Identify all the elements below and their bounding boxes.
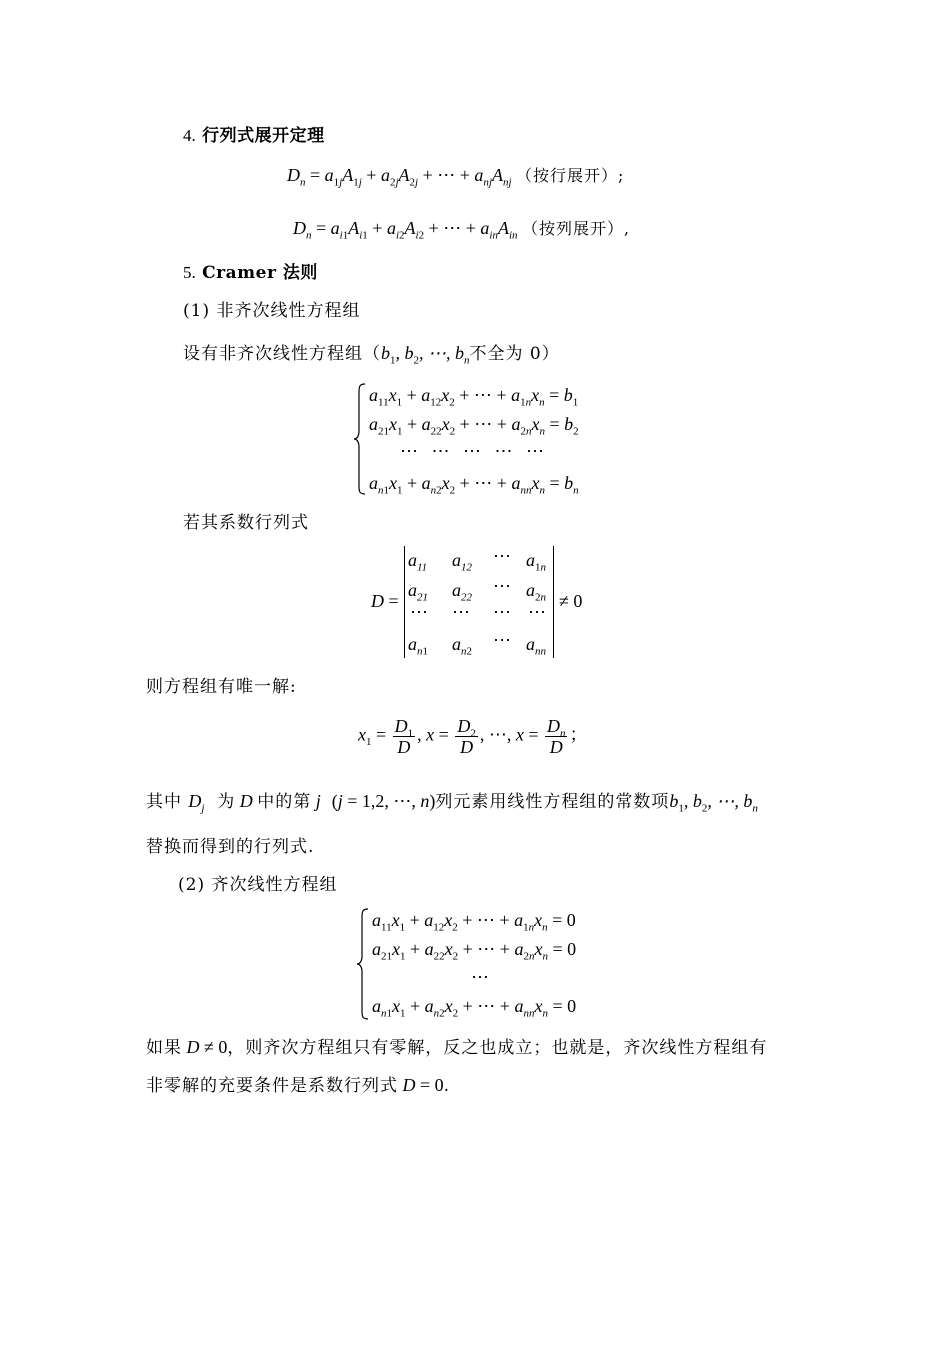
coefficient-determinant-text: 若其系数行列式 xyxy=(183,513,309,533)
row-expansion-formula: $D_n = a_{1j}A_{1j} + a_{2j}A_{2j}$ + ⋯ + $a_{nj}A_{nj}$ （按行展开）; xyxy=(287,165,625,189)
section-number: 4. xyxy=(183,126,196,145)
system-row-ellipsis: ⋯ ⋯ ⋯ ⋯ ⋯ xyxy=(400,441,544,461)
subsection-2-heading: (2) 齐次线性方程组 xyxy=(178,875,338,895)
unique-solution-text: 则方程组有唯一解: xyxy=(146,677,297,697)
where-clause-line-2: 替换而得到的行列式. xyxy=(146,837,315,857)
det-not-zero: ≠ 0 xyxy=(559,591,583,611)
left-brace-icon xyxy=(353,383,367,495)
column-expansion-formula: $D_n = a_{i1}A_{i1} + a_{i2}A_{i2}$ + ⋯ + $a_{in}A_{in}$ （按列展开）, xyxy=(293,218,631,242)
where-clause-line-1: 其中 $D_j$ 为 D 中的第 j (j = 1,2, ⋯, n)列元素用线性方程组的常数项$b_1$, $b_2$, ⋯, $b_n$ xyxy=(146,791,758,815)
section-5-heading xyxy=(183,262,318,284)
left-brace-icon xyxy=(356,908,370,1020)
system-row-1: $a_{11}x_1 + a_{12}x_2$ + ⋯ + $a_{1n}x_n = b_1$ xyxy=(369,385,579,409)
section-4-heading xyxy=(183,125,325,147)
section-number: 5. xyxy=(183,263,196,282)
intro-line: 设有非齐次线性方程组（$b_1$, $b_2$, ⋯, $b_n$不全为 0） xyxy=(183,343,560,367)
column-expansion-note: （按列展开）, xyxy=(522,219,631,238)
cramer-solution-formula: $x_1$ = $\frac{D_1}{D}$ , x = $\frac{D_2}{D}$ , ⋯, x = $\frac{D_n}{D}$ ； xyxy=(358,716,588,757)
section-title: Cramer 法则 xyxy=(202,263,318,283)
document-page: 4. 行列式展开定理 $D_n = a_{1j}A_{1j} + a_{2j}A_{2j}$ + ⋯ + $a_{nj}A_{nj}$ （按行展开）; $D_n = a_{i1}A_{i1} + a_{i2}A_{i2}$ + ⋯ + $a_{in}A_{in}$ （按列展开）, 5. Cramer 法则 (1) 非齐次线性方程组 设有非齐次线性方程组（$b_1$, $b_2$, ⋯, $b_n$不全为 0） $a_{11}x_1 + a_{12}x_2$ + ⋯ + $a_{1n}x_n = b_1$ $a_{21}x_1 + a_{22}x_2$ + ⋯ + $a_{2n}x_n = b_2$ ⋯ ⋯ ⋯ ⋯ ⋯ $a_{n1}x_1 + a_{n2}x_2$ + ⋯ + $a_{nn}x_n = b_n$ 若其系数行列式 D = $a_{11}$ $a_{12}$ ⋯ $a_{1n}$ $a_{21}$ $a_{22}$ ⋯ $a_{2n}$ ⋯ ⋯ ⋯ ⋯ $a_{n1}$ $a_{n2}$ ⋯ $a_{nn}$ ≠ 0 则方程组有唯一解: $x_1$ = $\frac{D_1}{D}$ , x = $\frac{D_2}{D}$ , ⋯, x = $\frac{D_n}{D}$ ； 其中 $D_j$ 为 D 中的第 j (j = 1,2, ⋯, n)列元素用线性方程组的常数项$b_1$, $b_2$, ⋯, $b_n$ 替换而得到的行列式. (2) 齐次线性方程组 $a_{11}x_1 + a_{12}x_2$ + ⋯ + $a_{1n}x_n = 0$ $a_{21}x_1 + a_{22}x_2$ + ⋯ + $a_{2n}x_n = 0$ ⋯ $a_{n1}x_1 + a_{n2}x_2$ + ⋯ + $a_{nn}x_n = 0$ 如果 D ≠ 0，则齐次方程组只有零解，反之也成立；也就是，齐次线性方程组有 非零解的充要条件是系数行列式 D = 0. xyxy=(146,126,768,1096)
det-label: D = xyxy=(371,591,399,611)
det-right-bar xyxy=(553,546,554,658)
homogeneous-row-n: $a_{n1}x_1 + a_{n2}x_2$ + ⋯ + $a_{nn}x_n = 0$ xyxy=(372,996,577,1020)
homogeneous-row-1: $a_{11}x_1 + a_{12}x_2$ + ⋯ + $a_{1n}x_n = 0$ xyxy=(372,910,576,934)
system-row-n: $a_{n1}x_1 + a_{n2}x_2$ + ⋯ + $a_{nn}x_n = b_n$ xyxy=(369,473,579,497)
conclusion-line-1: 如果 D ≠ 0，则齐次方程组只有零解，反之也成立；也就是，齐次线性方程组有 xyxy=(146,1037,768,1058)
conclusion-line-2: 非零解的充要条件是系数行列式 D = 0. xyxy=(146,1075,451,1096)
section-title: 行列式展开定理 xyxy=(202,126,325,146)
det-left-bar xyxy=(404,546,405,658)
row-expansion-note: （按行展开）; xyxy=(516,166,625,185)
homogeneous-row-2: $a_{21}x_1 + a_{22}x_2$ + ⋯ + $a_{2n}x_n = 0$ xyxy=(372,939,577,963)
homogeneous-row-ellipsis: ⋯ xyxy=(471,967,489,987)
subsection-1-heading: (1) 非齐次线性方程组 xyxy=(183,301,361,321)
system-row-2: $a_{21}x_1 + a_{22}x_2$ + ⋯ + $a_{2n}x_n = b_2$ xyxy=(369,414,579,438)
